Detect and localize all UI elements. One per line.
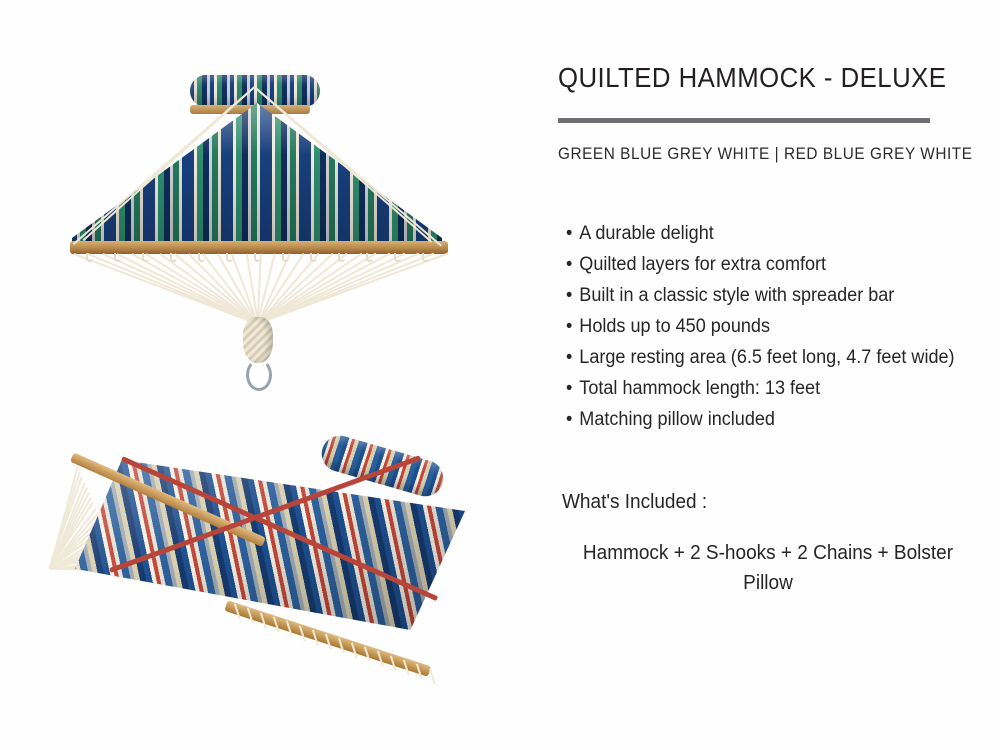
s-hook-icon (246, 359, 272, 391)
list-item (566, 373, 954, 404)
bullet-icon: • (566, 347, 573, 368)
rope-strand (429, 668, 435, 684)
list-item (566, 249, 954, 280)
list-item (566, 404, 954, 435)
feature-text: Large resting area (6.5 feet long, 4.7 feet wide) (579, 347, 955, 368)
included-label: What's Included : (562, 491, 708, 513)
feature-text: Quilted layers for extra comfort (579, 254, 827, 275)
page-title: QUILTED HAMMOCK - DELUXE (558, 62, 947, 93)
bullet-icon: • (566, 409, 573, 430)
hammock-fabric-top (72, 103, 442, 253)
hammock-shading-top (72, 103, 442, 253)
color-options-text: GREEN BLUE GREY WHITE | RED BLUE GREY WHITE (558, 145, 973, 163)
list-item (566, 218, 954, 249)
list-item (566, 311, 954, 342)
included-contents: Hammock + 2 S-hooks + 2 Chains + Bolster Pillow (582, 542, 954, 594)
rope-loop (422, 253, 429, 262)
rope-loop (170, 253, 177, 262)
bullet-icon: • (566, 316, 573, 337)
rope-loop (142, 253, 149, 262)
title-divider (558, 118, 930, 123)
rope-loop (226, 253, 233, 262)
bullet-icon: • (566, 285, 573, 306)
feature-list (558, 218, 974, 435)
rope-loop (394, 253, 401, 262)
feature-text: Holds up to 450 pounds (579, 316, 770, 337)
hammock-image-green-blue (40, 45, 470, 375)
rope-gather-knot (243, 317, 273, 363)
rope-loop (254, 253, 261, 262)
product-details-panel (540, 0, 1000, 750)
hammock-image-red-blue (30, 400, 500, 690)
rope-loop (198, 253, 205, 262)
feature-text: Total hammock length: 13 feet (579, 378, 821, 399)
rope-loop (114, 253, 121, 262)
bullet-icon: • (566, 378, 573, 399)
list-item (566, 342, 954, 373)
rope-loop (86, 253, 93, 262)
rope-loop (366, 253, 373, 262)
feature-text: A durable delight (579, 223, 714, 244)
bullet-icon: • (566, 254, 573, 275)
rope-loop (338, 253, 345, 262)
rope-loop (310, 253, 317, 262)
feature-text: Built in a classic style with spreader bar (579, 285, 895, 306)
bullet-icon: • (566, 223, 573, 244)
rope-loop (282, 253, 289, 262)
list-item (566, 280, 954, 311)
feature-text: Matching pillow included (579, 409, 775, 430)
